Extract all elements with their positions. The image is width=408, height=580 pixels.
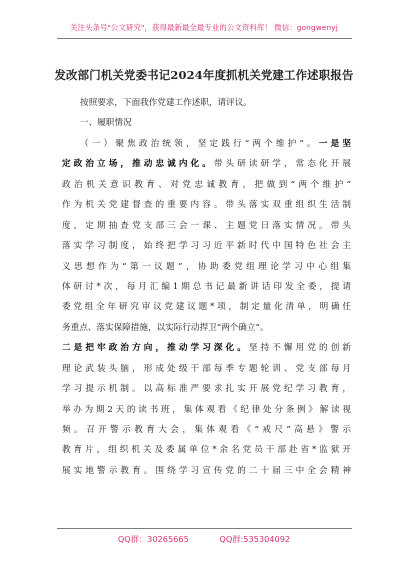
body-line: 学习提示机制。以高标准严要求扎实开展党纪学习教育， [62, 384, 351, 395]
document-title: 发改部门机关党委书记2024年度抓机关党建工作述职报告 [54, 68, 354, 82]
body-line: 度，定期抽查党支部三会一课、主题党日落实情况。带头 [62, 220, 351, 231]
body-line: 理论武装头脑，形成处级干部每季专题轮训、党支部每月 [62, 363, 351, 374]
body-phrase: 坚持不懈用党的创新 [248, 343, 351, 354]
body-line: 落实学习制度，始终把学习习近平新时代中国特色社会主 [62, 241, 351, 252]
footer-qq-group-2: QQ群:535304092 [219, 534, 291, 544]
body-line: 举办为期2天的读书班，集体观看《纪律处分条例》解读视 [62, 404, 351, 415]
body-line: 按照要求，下面我作党建工作述职，请评议。 [80, 98, 252, 108]
footer-qq-group-1: QQ群：30265665 [117, 534, 189, 544]
body-line: 政治机关意识教育、对党忠诚教育，把做到“两个维护” [62, 179, 351, 190]
footer [0, 534, 408, 545]
body-line [62, 338, 351, 358]
footer-divider [57, 528, 352, 529]
body-line: 频。召开警示教育大会，集体观看《“戒尺”高悬》警示 [62, 425, 351, 435]
bold-phrase: 一是坚 [318, 138, 351, 149]
header-divider [57, 38, 352, 39]
body-line: 体研讨*次，每月汇编1期总书记最新讲话印发全委，提请 [62, 281, 351, 292]
body-phrase: 带头研读研学，常态化开展 [213, 159, 351, 170]
body-line: 义思想作为“第一议题”，协助委党组理论学习中心组集 [62, 261, 351, 272]
body-line: 作为机关党建督查的重要内容。带头落实双重组织生活制 [62, 200, 351, 211]
header-notice: 关注头条号"公文研究"，获得最新最全最专业的公文资料库！ 微信：gongwenyj [70, 23, 338, 32]
document-body [62, 93, 351, 481]
body-line: 委党组全年研究审议党建议题*项，制定量化清单，明确任 [62, 302, 351, 313]
body-line [62, 154, 351, 174]
body-line: 教育片，组织机关及委属单位*余名党员干部赴省*监狱开 [62, 445, 351, 456]
body-line: 务重点、落实保障措施，以实际行动捍卫“两个确立”。 [62, 322, 269, 333]
body-phrase: （一）聚焦政治统领，坚定践行“两个维护”。 [80, 138, 319, 149]
body-line [62, 134, 351, 154]
body-line: 展实地警示教育。围绕学习宣传党的二十届三中全会精神 [62, 465, 351, 476]
bold-phrase: 二是把牢政治方向，推动学习深化。 [62, 343, 249, 354]
body-line: 一、履职情况 [80, 118, 132, 129]
bold-phrase: 定政治立场，推动忠诚内化。 [62, 159, 214, 170]
